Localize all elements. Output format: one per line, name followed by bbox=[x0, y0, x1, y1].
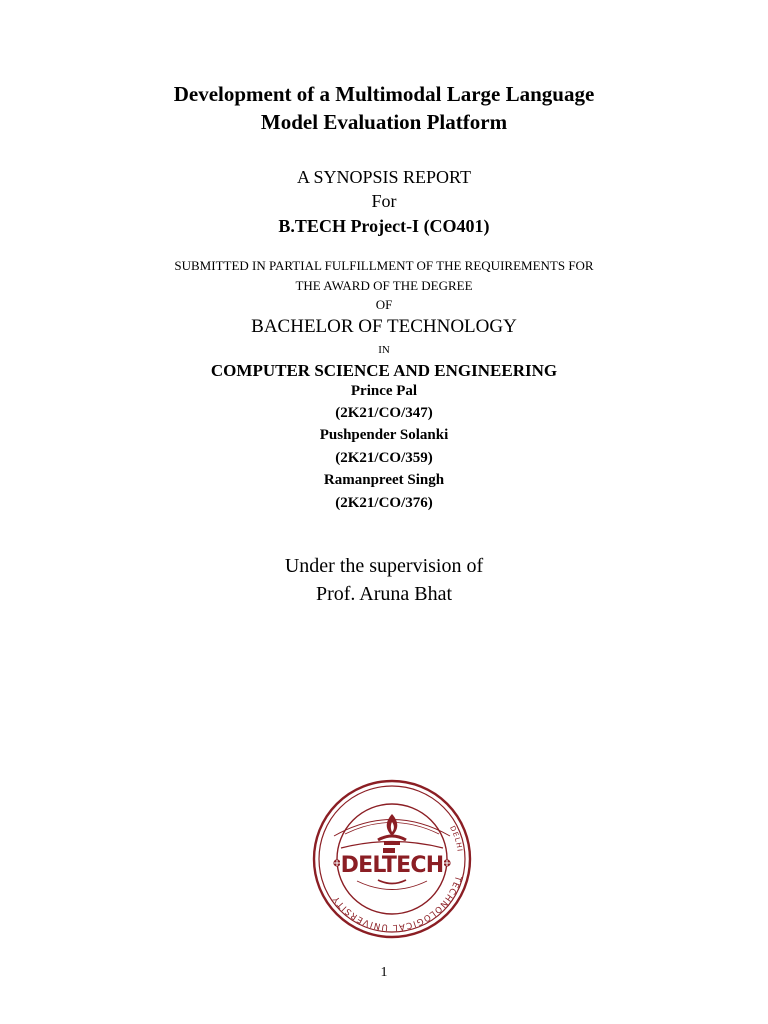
seal-delhi-text: DELHI bbox=[448, 824, 464, 853]
seal-brand-text bbox=[341, 853, 444, 878]
of-text: OF bbox=[375, 297, 393, 312]
branch-name: COMPUTER SCIENCE AND ENGINEERING bbox=[210, 361, 558, 380]
supervision-label: Under the supervision of bbox=[284, 555, 484, 577]
for-text: For bbox=[371, 191, 397, 211]
student-roll-number: (2K21/CO/359) bbox=[335, 450, 433, 466]
student-name: Pushpender Solanki bbox=[319, 427, 449, 443]
student-roll-number: (2K21/CO/347) bbox=[335, 405, 433, 421]
report-type: A SYNOPSIS REPORT bbox=[297, 167, 471, 187]
submission-statement-line-2: THE AWARD OF THE DEGREE bbox=[295, 278, 473, 293]
student-roll-number: (2K21/CO/376) bbox=[335, 495, 433, 511]
svg-text:DELTECH: DELTECH bbox=[340, 853, 444, 878]
delhi-technological-university-seal bbox=[306, 779, 478, 939]
degree-name: BACHELOR OF TECHNOLOGY bbox=[251, 316, 517, 337]
student-name: Prince Pal bbox=[350, 383, 418, 399]
supervisor-name: Prof. Aruna Bhat bbox=[315, 583, 453, 605]
svg-text:DELHI bbox=[448, 825, 464, 853]
in-text: IN bbox=[378, 344, 390, 356]
project-code: B.TECH Project-I (CO401) bbox=[278, 216, 490, 236]
report-title-line-2: Model Evaluation Platform bbox=[260, 110, 508, 134]
student-name: Ramanpreet Singh bbox=[323, 472, 445, 488]
seal-university-text: TECHNOLOGICAL UNIVERSITY bbox=[330, 874, 463, 933]
submission-statement-line-1: SUBMITTED IN PARTIAL FULFILLMENT OF THE REQUIREMENTS FOR bbox=[174, 258, 594, 273]
page-number: 1 bbox=[380, 965, 388, 980]
report-title-line-1: Development of a Multimodal Large Language bbox=[173, 82, 595, 106]
